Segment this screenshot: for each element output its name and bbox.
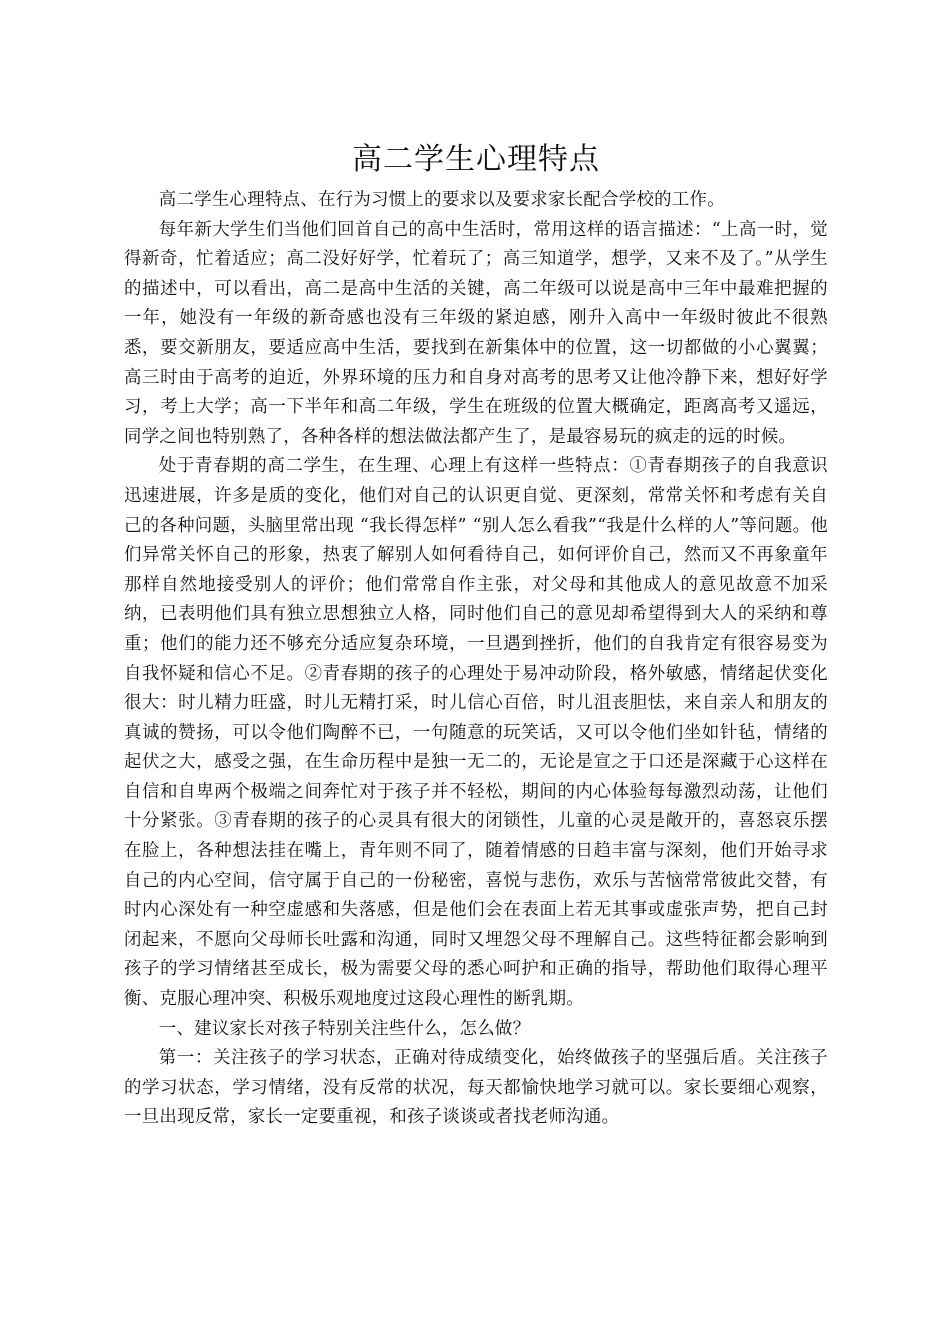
body-paragraph-3: 第一：关注孩子的学习状态，正确对待成绩变化，始终做孩子的坚强后盾。关注孩子的学习状态，学习情绪，没有反常的状况，每天都愉快地学习就可以。家长要细心观察，一旦出现反常，家长一定要重视，和孩子谈谈或者找老师沟通。 [124,1048,828,1128]
body-paragraph-2: 处于青春期的高二学生，在生理、心理上有这样一些特点：①青春期孩子的自我意识迅速进展，许多是质的变化，他们对自己的认识更自觉、更深刻，常常关怀和考虑有关自己的各种问题，头脑里常出现 “我长得怎样” “别人怎么看我”“我是什么样的人”等问题。他们异常关怀自己的形象，热衷了解别人如何看待自己，如何评价自己，然而又不再象童年那样自然地接受别人的评价；他们常常自作主张，对父母和其他成人的意见故意不加采纳，已表明他们具有独立思想独立人格，同时他们自己的意见却希望得到大人的采纳和尊重；他们的能力还不够充分适应复杂环境，一旦遇到挫折，他们的自我肯定有很容易变为自我怀疑和信心不足。②青春期的孩子的心理处于易冲动阶段，格外敏感，情绪起伏变化很大：时儿精力旺盛，时儿无精打采，时儿信心百倍，时儿沮丧胆怯，来自亲人和朋友的真诚的赞扬，可以令他们陶醉不已，一句随意的玩笑话，又可以令他们坐如针毡，情绪的起伏之大，感受之强，在生命历程中是独一无二的，无论是宣之于口还是深藏于心这样在自信和自卑两个极端之间奔忙对于孩子并不轻松，期间的内心体验每每激烈动荡，让他们十分紧张。③青春期的孩子的心灵具有很大的闭锁性，儿童的心灵是敞开的，喜怒哀乐摆在脸上，各种想法挂在嘴上，青年则不同了，随着情感的日趋丰富与深刻，他们开始寻求自己的内心空间，信守属于自己的一份秘密，喜悦与悲伤，欢乐与苦恼常常彼此交替，有时内心深处有一种空虚感和失落感，但是他们会在表面上若无其事或虚张声势，把自己封闭起来，不愿向父母师长吐露和沟通，同时又埋怨父母不理解自己。这些特征都会影响到孩子的学习情绪甚至成长，极为需要父母的悉心呵护和正确的指导，帮助他们取得心理平衡、克服心理冲突、积极乐观地度过这段心理性的断乳期。 [124,456,828,1010]
document-page [124,140,828,1133]
body-paragraph-1: 每年新大学生们当他们回首自己的高中生活时，常用这样的语言描述：“上高一时，觉得新奇，忙着适应；高二没好好学，忙着玩了；高三知道学，想学，又来不及了。”从学生的描述中，可以看出，高二是高中生活的关键，高二年级可以说是高中三年中最难把握的一年，她没有一年级的新奇感也没有三年级的紧迫感，刚升入高中一年级时彼此不很熟悉，要交新朋友，要适应高中生活，要找到在新集体中的位置，这一切都做的小心翼翼；高三时由于高考的迫近，外界环境的压力和自身对高考的思考又让他冷静下来，想好好学习，考上大学；高一下半年和高二年级，学生在班级的位置大概确定，距离高考又遥远，同学之间也特别熟了，各种各样的想法做法都产生了，是最容易玩的疯走的远的时候。 [124,219,828,447]
section-heading: 一、建议家长对孩子特别关注些什么，怎么做？ [158,1018,531,1039]
intro-paragraph: 高二学生心理特点、在行为习惯上的要求以及要求家长配合学校的工作。 [158,190,725,210]
document-title: 高二学生心理特点 [352,142,600,177]
